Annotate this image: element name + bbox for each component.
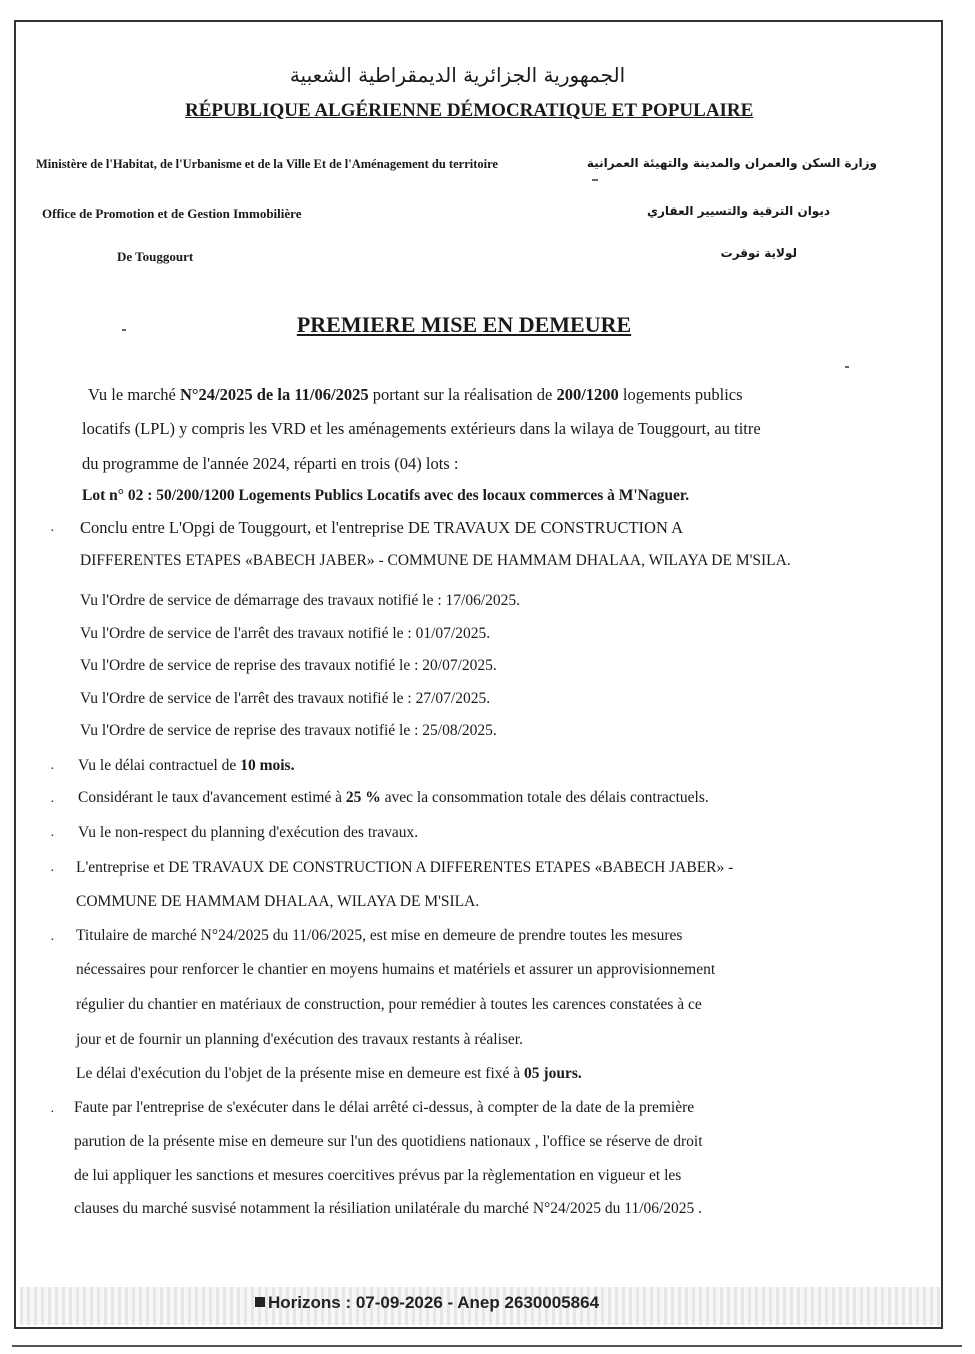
intro-text-a: Vu le marché bbox=[88, 385, 181, 404]
default-line-3: de lui appliquer les sanctions et mesures coercitives prévus par la règlementation en vigueur et les bbox=[74, 1167, 682, 1184]
holder-line-1: Titulaire de marché N°24/2025 du 11/06/2025, est mise en demeure de prendre toutes les mesures bbox=[76, 927, 683, 944]
intro-text-e: logements publics bbox=[618, 385, 743, 404]
bullet: · bbox=[50, 829, 55, 844]
scan-speck bbox=[592, 179, 598, 181]
progress-rate-text: Considérant le taux d'avancement estimé à bbox=[78, 789, 346, 806]
execution-delay-line bbox=[76, 1065, 582, 1083]
city-ar: لولاية توقرت bbox=[720, 246, 797, 260]
scan-speck bbox=[845, 366, 849, 368]
scan-speck bbox=[122, 329, 126, 331]
office-fr: Office de Promotion et de Gestion Immobilière bbox=[42, 206, 302, 221]
bullet: · bbox=[50, 762, 55, 777]
bullet: · bbox=[50, 864, 55, 879]
bottom-rule bbox=[12, 1345, 962, 1347]
execution-delay-text: Le délai d'exécution du l'objet de la présente mise en demeure est fixé à bbox=[76, 1065, 525, 1082]
ministry-fr: Ministère de l'Habitat, de l'Urbanisme et de la Ville Et de l'Aménagement du territoire bbox=[36, 157, 498, 171]
intro-text-c: portant sur la réalisation de bbox=[368, 385, 557, 404]
company-line-1: L'entreprise et DE TRAVAUX DE CONSTRUCTION A DIFFERENTES ETAPES «BABECH JABER» - bbox=[76, 859, 734, 876]
lot-line: Lot n° 02 : 50/200/1200 Logements Publics Locatifs avec des locaux commerces à M'Naguer. bbox=[82, 487, 690, 504]
holder-line-3: régulier du chantier en matériaux de construction, pour remédier à toutes les carences constatées à ce bbox=[76, 996, 702, 1013]
order-of-service-2: Vu l'Ordre de service de l'arrêt des travaux notifié le : 01/07/2025. bbox=[80, 625, 491, 642]
contract-delay-text: Vu le délai contractuel de bbox=[78, 757, 241, 774]
bullet: · bbox=[50, 524, 55, 539]
company-line-2: COMMUNE DE HAMMAM DHALAA, WILAYA DE M'SILA. bbox=[76, 893, 480, 910]
office-ar: ديوان الترقية والتسيير العقاري bbox=[647, 204, 830, 218]
progress-rate-text-end: avec la consommation totale des délais contractuels. bbox=[380, 789, 709, 806]
default-line-4: clauses du marché susvisé notamment la résiliation unilatérale du marché N°24/2025 du 11/06/2025 . bbox=[74, 1200, 703, 1217]
intro-line-1 bbox=[88, 385, 743, 405]
holder-line-2: nécessaires pour renforcer le chantier en moyens humains et matériels et assurer un approvisionnement bbox=[76, 961, 716, 978]
conclu-line-1: Conclu entre L'Opgi de Touggourt, et l'entreprise DE TRAVAUX DE CONSTRUCTION A bbox=[80, 518, 684, 537]
footer-text: Horizons : 07-09-2026 - Anep 2630005864 bbox=[268, 1293, 600, 1312]
square-icon bbox=[255, 1297, 265, 1307]
order-of-service-3: Vu l'Ordre de service de reprise des travaux notifié le : 20/07/2025. bbox=[80, 657, 497, 674]
progress-rate-line bbox=[78, 789, 709, 807]
header-french-republic: RÉPUBLIQUE ALGÉRIENNE DÉMOCRATIQUE ET POPULAIRE bbox=[185, 100, 754, 121]
contract-delay-value: 10 mois. bbox=[240, 757, 295, 774]
intro-line-2: locatifs (LPL) y compris les VRD et les aménagements extérieurs dans la wilaya de Touggourt, au titre bbox=[82, 419, 761, 438]
planning-line: Vu le non-respect du planning d'exécution des travaux. bbox=[78, 824, 419, 841]
ministry-ar: وزارة السكن والعمران والمدينة والتهيئة العمرانية bbox=[586, 156, 877, 170]
progress-rate-value: 25 % bbox=[345, 789, 381, 806]
document-title: PREMIERE MISE EN DEMEURE bbox=[296, 312, 632, 337]
publication-footer bbox=[255, 1293, 599, 1313]
market-reference: N°24/2025 de la 11/06/2025 bbox=[180, 385, 369, 404]
conclu-line-2: DIFFERENTES ETAPES «BABECH JABER» - COMMUNE DE HAMMAM DHALAA, WILAYA DE M'SILA. bbox=[80, 552, 791, 569]
order-of-service-4: Vu l'Ordre de service de l'arrêt des travaux notifié le : 27/07/2025. bbox=[80, 690, 491, 707]
header-arabic-republic: الجمهورية الجزائرية الديمقراطية الشعبية bbox=[289, 63, 626, 87]
bullet: · bbox=[50, 1105, 55, 1120]
contract-delay-line bbox=[78, 757, 294, 775]
order-of-service-1: Vu l'Ordre de service de démarrage des travaux notifié le : 17/06/2025. bbox=[80, 592, 521, 609]
housing-count: 200/1200 bbox=[556, 385, 619, 404]
holder-line-4: jour et de fournir un planning d'exécution des travaux restants à réaliser. bbox=[76, 1031, 523, 1048]
execution-delay-value: 05 jours. bbox=[524, 1065, 582, 1082]
order-of-service-5: Vu l'Ordre de service de reprise des travaux notifié le : 25/08/2025. bbox=[80, 722, 497, 739]
default-line-1: Faute par l'entreprise de s'exécuter dans le délai arrêté ci-dessus, à compter de la date de la première bbox=[74, 1099, 695, 1116]
bullet: · bbox=[50, 795, 55, 810]
intro-line-3: du programme de l'année 2024, réparti en trois (04) lots : bbox=[82, 454, 459, 473]
bullet: · bbox=[50, 933, 55, 948]
default-line-2: parution de la présente mise en demeure sur l'un des quotidiens nationaux , l'office se réserve de droit bbox=[74, 1133, 703, 1150]
city-fr: De Touggourt bbox=[117, 249, 194, 264]
